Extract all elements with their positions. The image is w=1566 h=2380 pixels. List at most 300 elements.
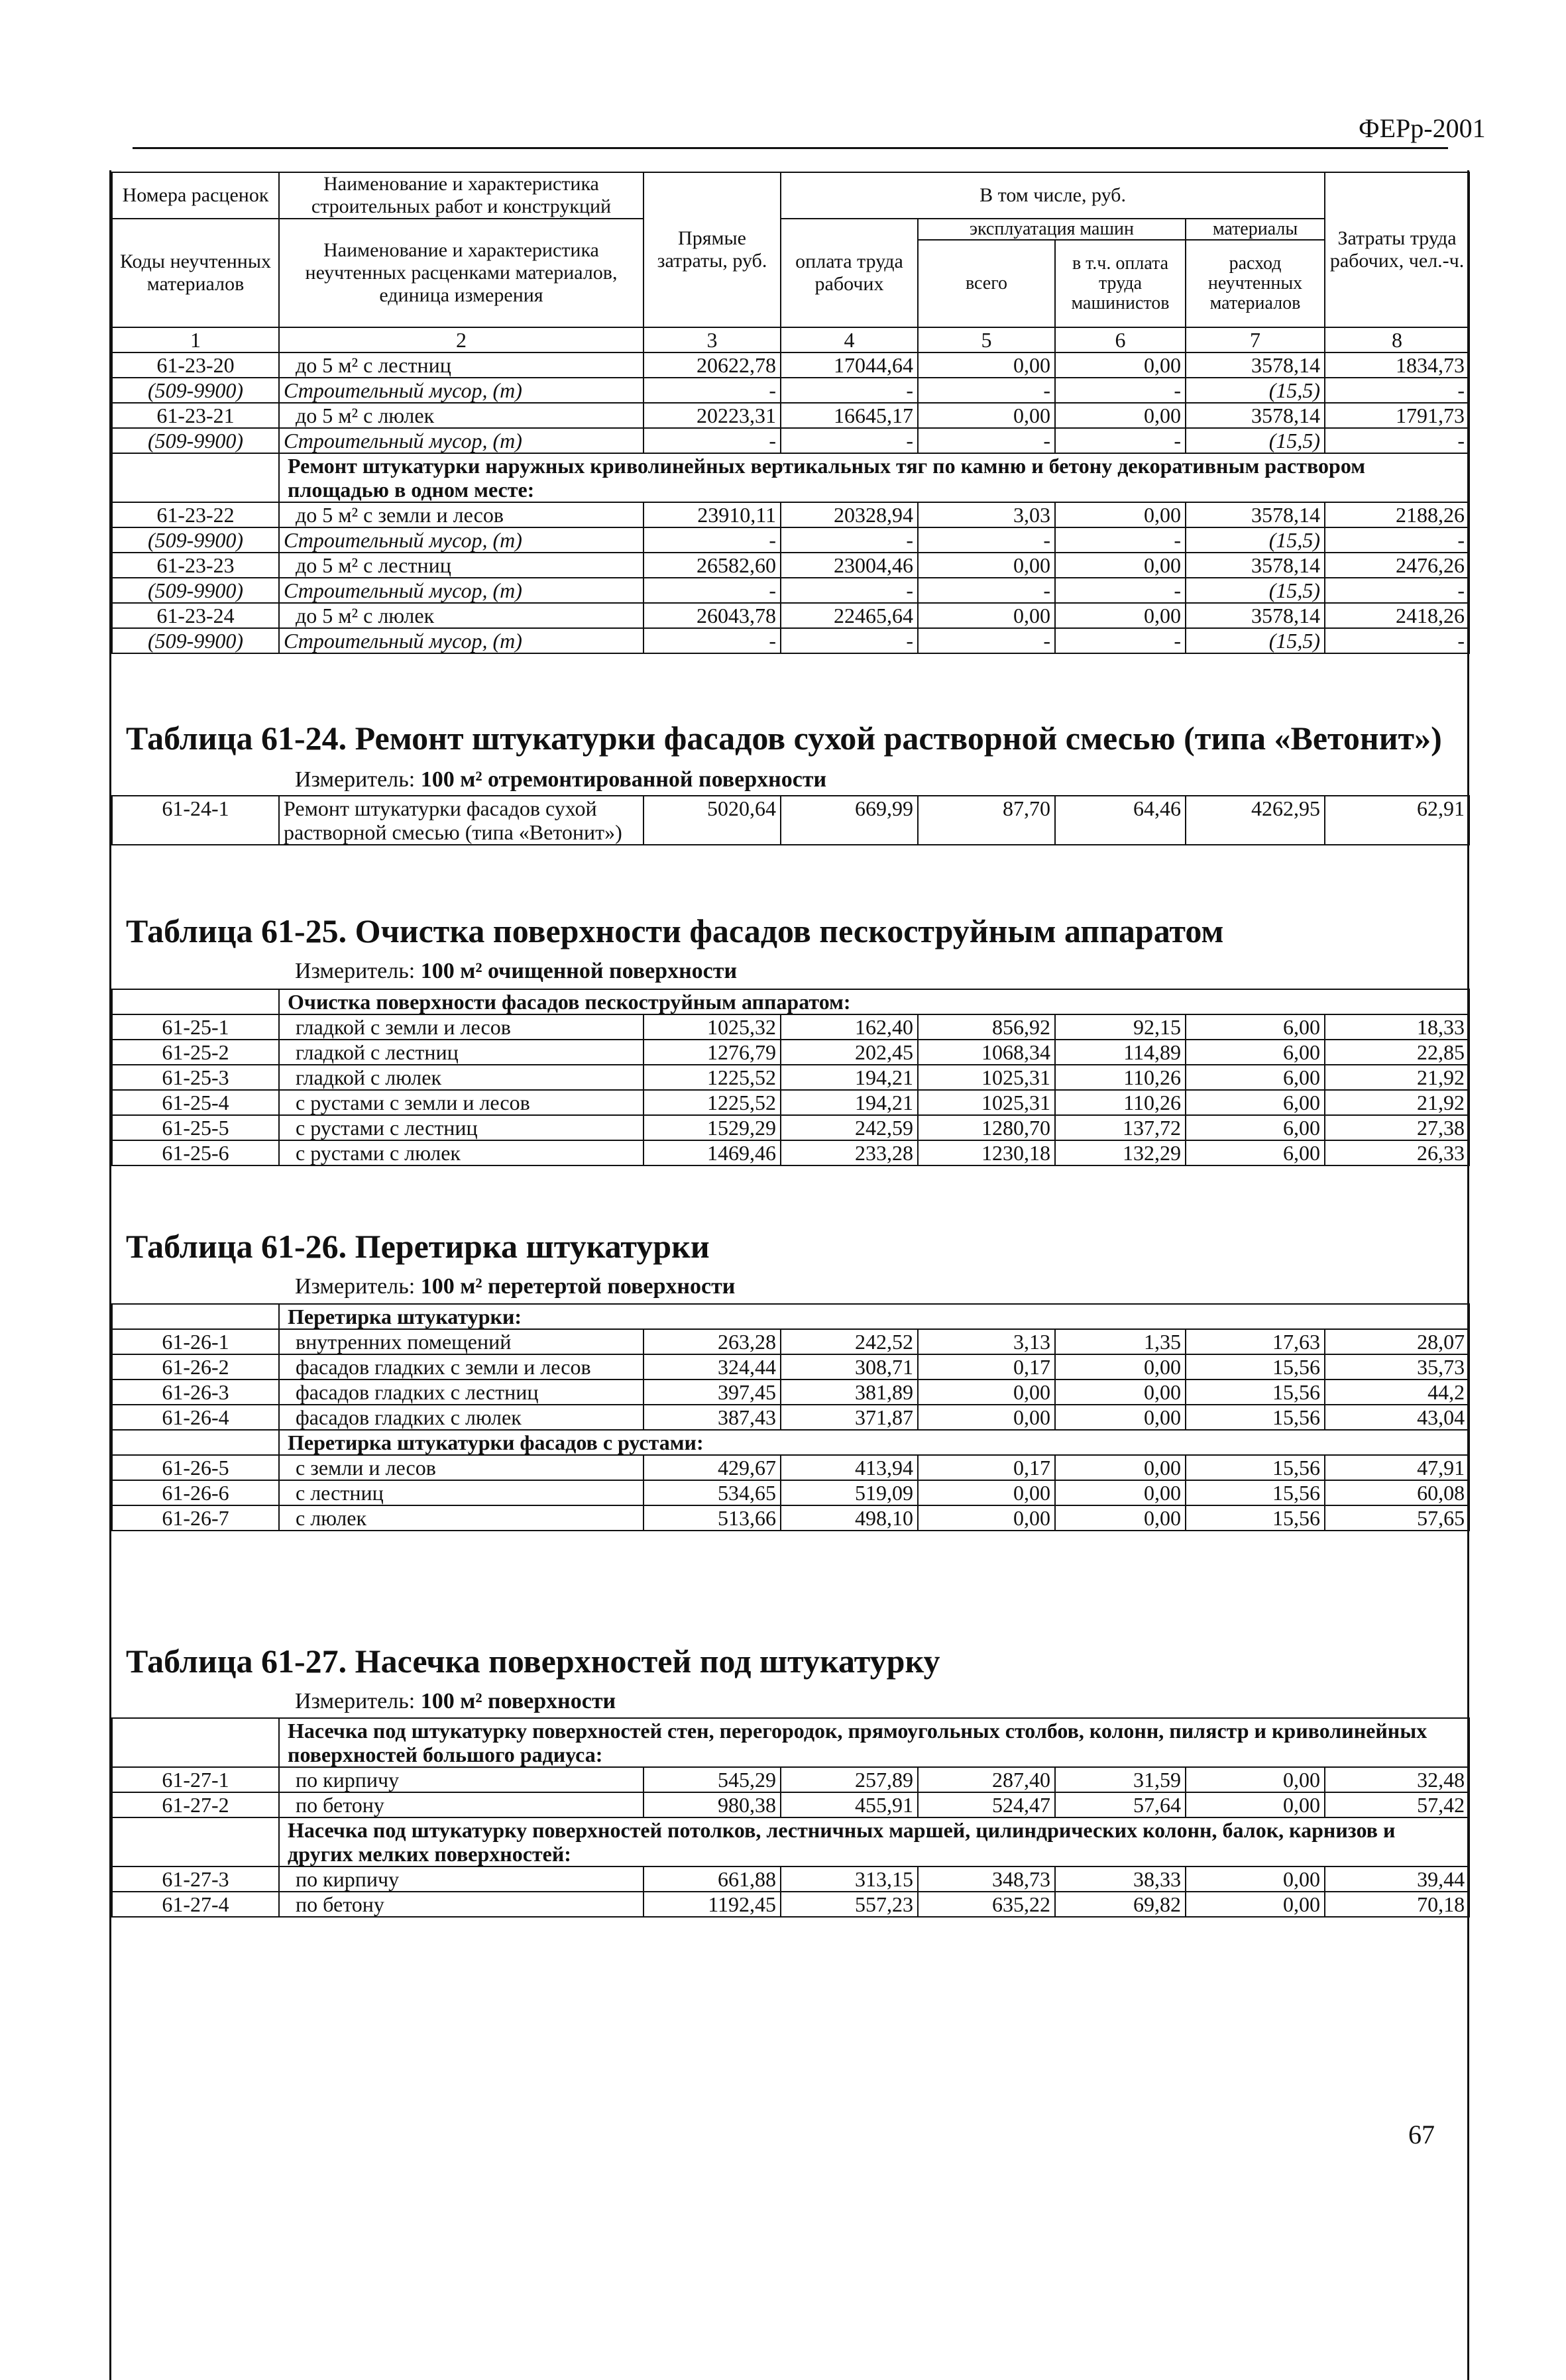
col-number: 7	[1186, 327, 1325, 352]
section-heading: Перетирка штукатурки фасадов с рустами:	[279, 1430, 1469, 1455]
cell-value: -	[1055, 527, 1186, 553]
direct-cost: 534,65	[643, 1480, 781, 1505]
rate-name: по кирпичу	[279, 1767, 643, 1792]
machines-total: 3,03	[918, 502, 1055, 527]
machinists-pay: 69,82	[1055, 1892, 1186, 1917]
rate-name: до 5 м² с лестниц	[279, 553, 643, 578]
col-including: В том числе, руб.	[781, 172, 1325, 219]
labor-hours: 21,92	[1325, 1065, 1469, 1090]
cell-value: -	[918, 527, 1055, 553]
cell-value: -	[1325, 628, 1469, 653]
rate-code: 61-26-1	[112, 1329, 279, 1354]
machinists-pay: 0,00	[1055, 1505, 1186, 1531]
direct-cost: 20223,31	[643, 403, 781, 428]
machines-total: 0,00	[918, 1405, 1055, 1430]
table-row	[112, 352, 1469, 378]
labor-pay: 22465,64	[781, 603, 918, 628]
labor-pay: 371,87	[781, 1405, 918, 1430]
machines-total: 524,47	[918, 1792, 1055, 1817]
labor-hours: 2476,26	[1325, 553, 1469, 578]
machinists-pay: 0,00	[1055, 1405, 1186, 1430]
col-materials: материалы	[1186, 219, 1325, 240]
material-name: Строительный мусор, (т)	[279, 527, 643, 553]
col-unaccounted-materials: расход неучтенных материалов	[1186, 240, 1325, 327]
rate-code: 61-26-2	[112, 1354, 279, 1379]
rate-name: с рустами с земли и лесов	[279, 1090, 643, 1115]
materials: 3578,14	[1186, 553, 1325, 578]
rate-code: 61-23-21	[112, 403, 279, 428]
materials: 15,56	[1186, 1455, 1325, 1480]
table-row	[112, 628, 1469, 653]
section-row	[112, 1718, 1469, 1767]
material-name: Строительный мусор, (т)	[279, 578, 643, 603]
materials: 6,00	[1186, 1115, 1325, 1140]
rate-code: 61-23-24	[112, 603, 279, 628]
direct-cost: 980,38	[643, 1792, 781, 1817]
rate-name: с земли и лесов	[279, 1455, 643, 1480]
machines-total: 0,00	[918, 603, 1055, 628]
labor-hours: 60,08	[1325, 1480, 1469, 1505]
labor-pay: 381,89	[781, 1379, 918, 1405]
rate-code: 61-26-3	[112, 1379, 279, 1405]
table-row	[112, 578, 1469, 603]
direct-cost: 20622,78	[643, 352, 781, 378]
rate-code: 61-25-6	[112, 1140, 279, 1165]
material-code: (509-9900)	[112, 428, 279, 453]
materials: 3578,14	[1186, 502, 1325, 527]
section-row	[112, 1430, 1469, 1455]
rate-name: по бетону	[279, 1892, 643, 1917]
direct-cost: 1025,32	[643, 1014, 781, 1040]
section-heading: Ремонт штукатурки наружных криволинейных вертикальных тяг по камню и бетону декоративным раствором площадью в одном месте:	[279, 453, 1469, 502]
machinists-pay: 110,26	[1055, 1065, 1186, 1090]
material-code: (509-9900)	[112, 578, 279, 603]
table-row	[112, 1767, 1469, 1792]
rate-name: с рустами с люлек	[279, 1140, 643, 1165]
material-name: Строительный мусор, (т)	[279, 428, 643, 453]
rate-name: с рустами с лестниц	[279, 1115, 643, 1140]
labor-pay: 669,99	[781, 796, 918, 845]
materials: 17,63	[1186, 1329, 1325, 1354]
labor-pay: 194,21	[781, 1065, 918, 1090]
measure-label: Измеритель:	[295, 959, 416, 983]
table-row	[112, 603, 1469, 628]
header-table	[111, 172, 1470, 654]
col-machines: эксплуатация машин	[918, 219, 1186, 240]
measure-label: Измеритель:	[295, 1274, 416, 1299]
col-number: 4	[781, 327, 918, 352]
cell-value: -	[781, 628, 918, 653]
rate-code: 61-25-3	[112, 1065, 279, 1090]
measure-unit: 100 м² перетертой поверхности	[420, 1274, 736, 1299]
labor-hours: 39,44	[1325, 1866, 1469, 1892]
col-number: 2	[279, 327, 643, 352]
measure-line	[295, 959, 737, 984]
rate-name: до 5 м² с земли и лесов	[279, 502, 643, 527]
cell-value: -	[643, 378, 781, 403]
section-row	[112, 1304, 1469, 1329]
table-row	[112, 1866, 1469, 1892]
labor-hours: 70,18	[1325, 1892, 1469, 1917]
measure-line	[295, 767, 826, 792]
materials: 6,00	[1186, 1040, 1325, 1065]
direct-cost: 661,88	[643, 1866, 781, 1892]
labor-hours: 2188,26	[1325, 502, 1469, 527]
material-code: (509-9900)	[112, 628, 279, 653]
labor-pay: 20328,94	[781, 502, 918, 527]
machinists-pay: 114,89	[1055, 1040, 1186, 1065]
rate-name: Ремонт штукатурки фасадов сухой растворной смесью (типа «Ветонит»)	[279, 796, 643, 845]
rate-name: фасадов гладких с люлек	[279, 1405, 643, 1430]
measure-line	[295, 1689, 616, 1714]
cell-value: -	[781, 428, 918, 453]
cell-value: -	[918, 628, 1055, 653]
section-heading: Насечка под штукатурку поверхностей стен, перегородок, прямоугольных столбов, колонн, пилястр и криволинейных поверхностей большого радиуса:	[279, 1718, 1469, 1767]
machines-total: 1025,31	[918, 1065, 1055, 1090]
table-61-24	[111, 795, 1470, 845]
rate-code: 61-25-2	[112, 1040, 279, 1065]
cell-value: -	[1055, 628, 1186, 653]
cell-value: -	[918, 578, 1055, 603]
rate-code: 61-26-5	[112, 1455, 279, 1480]
direct-cost: 23910,11	[643, 502, 781, 527]
cell-value: (15,5)	[1186, 428, 1325, 453]
labor-pay: 313,15	[781, 1866, 918, 1892]
machines-total: 1068,34	[918, 1040, 1055, 1065]
labor-hours: 44,2	[1325, 1379, 1469, 1405]
labor-pay: 498,10	[781, 1505, 918, 1531]
materials: 15,56	[1186, 1505, 1325, 1531]
machinists-pay: 110,26	[1055, 1090, 1186, 1115]
col-labor-pay: оплата труда рабочих	[781, 219, 918, 327]
machines-total: 0,00	[918, 1480, 1055, 1505]
direct-cost: 1529,29	[643, 1115, 781, 1140]
col-direct-costs: Прямые затраты, руб.	[643, 172, 781, 327]
machines-total: 287,40	[918, 1767, 1055, 1792]
cell-value: -	[1325, 378, 1469, 403]
rate-name: внутренних помещений	[279, 1329, 643, 1354]
table-row	[112, 1892, 1469, 1917]
direct-cost: 5020,64	[643, 796, 781, 845]
rate-name: гладкой с люлек	[279, 1065, 643, 1090]
materials: 3578,14	[1186, 603, 1325, 628]
rate-code: 61-25-5	[112, 1115, 279, 1140]
machinists-pay: 0,00	[1055, 1480, 1186, 1505]
cell-value: (15,5)	[1186, 378, 1325, 403]
labor-hours: 22,85	[1325, 1040, 1469, 1065]
col-machinists-pay: в т.ч. оплата труда машинистов	[1055, 240, 1186, 327]
table-row	[112, 428, 1469, 453]
cell-value: -	[1055, 428, 1186, 453]
machinists-pay: 64,46	[1055, 796, 1186, 845]
materials: 0,00	[1186, 1792, 1325, 1817]
labor-pay: 557,23	[781, 1892, 918, 1917]
labor-hours: 18,33	[1325, 1014, 1469, 1040]
cell-value: -	[643, 578, 781, 603]
rate-code: 61-23-20	[112, 352, 279, 378]
labor-pay: 413,94	[781, 1455, 918, 1480]
table-61-25	[111, 989, 1470, 1166]
cell-value: (15,5)	[1186, 527, 1325, 553]
labor-hours: 21,92	[1325, 1090, 1469, 1115]
rate-code: 61-26-6	[112, 1480, 279, 1505]
rate-name: до 5 м² с люлек	[279, 403, 643, 428]
table-61-26	[111, 1303, 1470, 1531]
table-title: Таблица 61-26. Перетирка штукатурки	[126, 1228, 710, 1265]
rate-code: 61-23-23	[112, 553, 279, 578]
machines-total: 0,00	[918, 403, 1055, 428]
rate-code: 61-27-1	[112, 1767, 279, 1792]
rate-name: фасадов гладких с лестниц	[279, 1379, 643, 1405]
table-row	[112, 1405, 1469, 1430]
machines-total: 1280,70	[918, 1115, 1055, 1140]
direct-cost: 1225,52	[643, 1090, 781, 1115]
machinists-pay: 1,35	[1055, 1329, 1186, 1354]
labor-hours: 27,38	[1325, 1115, 1469, 1140]
labor-hours: 28,07	[1325, 1329, 1469, 1354]
table-row	[112, 1040, 1469, 1065]
labor-pay: 257,89	[781, 1767, 918, 1792]
materials: 15,56	[1186, 1405, 1325, 1430]
labor-hours: 57,65	[1325, 1505, 1469, 1531]
section-heading: Перетирка штукатурки:	[279, 1304, 1469, 1329]
col-code-bottom: Коды неучтенных материалов	[112, 219, 279, 327]
col-name-top: Наименование и характеристика строительных работ и конструкций	[279, 172, 643, 219]
document-code: ФЕРр-2001	[1359, 113, 1486, 143]
machinists-pay: 137,72	[1055, 1115, 1186, 1140]
table-row	[112, 403, 1469, 428]
labor-pay: 162,40	[781, 1014, 918, 1040]
rate-name: с лестниц	[279, 1480, 643, 1505]
table-row	[112, 378, 1469, 403]
materials: 6,00	[1186, 1090, 1325, 1115]
section-row	[112, 1817, 1469, 1866]
cell-value: -	[643, 527, 781, 553]
page-number: 67	[1408, 2120, 1435, 2149]
labor-pay: 308,71	[781, 1354, 918, 1379]
cell-value: -	[781, 578, 918, 603]
measure-unit: 100 м² очищенной поверхности	[420, 959, 738, 983]
machines-total: 3,13	[918, 1329, 1055, 1354]
table-title: Таблица 61-27. Насечка поверхностей под штукатурку	[126, 1643, 940, 1680]
rate-name: гладкой с земли и лесов	[279, 1014, 643, 1040]
labor-hours: 35,73	[1325, 1354, 1469, 1379]
machines-total: 1025,31	[918, 1090, 1055, 1115]
machinists-pay: 0,00	[1055, 1455, 1186, 1480]
cell-value: -	[918, 428, 1055, 453]
machinists-pay: 0,00	[1055, 553, 1186, 578]
materials: 3578,14	[1186, 403, 1325, 428]
materials: 0,00	[1186, 1866, 1325, 1892]
rate-name: до 5 м² с лестниц	[279, 352, 643, 378]
cell-value: (15,5)	[1186, 578, 1325, 603]
table-row	[112, 1090, 1469, 1115]
table-title: Таблица 61-25. Очистка поверхности фасадов пескоструйным аппаратом	[126, 912, 1224, 949]
cell-value: -	[781, 378, 918, 403]
direct-cost: 545,29	[643, 1767, 781, 1792]
machinists-pay: 0,00	[1055, 403, 1186, 428]
table-row	[112, 1065, 1469, 1090]
machines-total: 0,17	[918, 1354, 1055, 1379]
cell-value: -	[1325, 428, 1469, 453]
measure-label: Измеритель:	[295, 767, 416, 792]
table-title: Таблица 61-24. Ремонт штукатурки фасадов сухой растворной смесью (типа «Ветонит»)	[126, 720, 1442, 757]
measure-line	[295, 1274, 735, 1299]
rate-code: 61-27-3	[112, 1866, 279, 1892]
table-row	[112, 502, 1469, 527]
rate-code: 61-26-4	[112, 1405, 279, 1430]
labor-pay: 242,59	[781, 1115, 918, 1140]
cell-value: -	[1055, 378, 1186, 403]
direct-cost: 263,28	[643, 1329, 781, 1354]
rate-code: 61-27-4	[112, 1892, 279, 1917]
machines-total: 635,22	[918, 1892, 1055, 1917]
machinists-pay: 31,59	[1055, 1767, 1186, 1792]
materials: 6,00	[1186, 1140, 1325, 1165]
machinists-pay: 0,00	[1055, 352, 1186, 378]
labor-hours: 2418,26	[1325, 603, 1469, 628]
table-row	[112, 527, 1469, 553]
table-row	[112, 1140, 1469, 1165]
col-number: 1	[112, 327, 279, 352]
col-number: 3	[643, 327, 781, 352]
labor-hours: 1834,73	[1325, 352, 1469, 378]
direct-cost: 324,44	[643, 1354, 781, 1379]
material-name: Строительный мусор, (т)	[279, 378, 643, 403]
rate-code: 61-25-4	[112, 1090, 279, 1115]
machinists-pay: 0,00	[1055, 1354, 1186, 1379]
section-heading: Очистка поверхности фасадов пескоструйным аппаратом:	[279, 989, 1469, 1014]
labor-pay: 242,52	[781, 1329, 918, 1354]
table-61-27	[111, 1717, 1470, 1918]
machines-total: 856,92	[918, 1014, 1055, 1040]
cell-value: -	[781, 527, 918, 553]
labor-pay: 202,45	[781, 1040, 918, 1065]
rate-code: 61-24-1	[112, 796, 279, 845]
labor-hours: 32,48	[1325, 1767, 1469, 1792]
machines-total: 0,17	[918, 1455, 1055, 1480]
section-row	[112, 453, 1469, 502]
col-number: 6	[1055, 327, 1186, 352]
col-code-top: Номера расценок	[112, 172, 279, 219]
cell-value: -	[918, 378, 1055, 403]
machines-total: 87,70	[918, 796, 1055, 845]
machinists-pay: 38,33	[1055, 1866, 1186, 1892]
materials: 6,00	[1186, 1014, 1325, 1040]
material-name: Строительный мусор, (т)	[279, 628, 643, 653]
col-number: 8	[1325, 327, 1469, 352]
table-row	[112, 1115, 1469, 1140]
machinists-pay: 0,00	[1055, 1379, 1186, 1405]
direct-cost: 387,43	[643, 1405, 781, 1430]
col-name-bottom: Наименование и характеристика неучтенных расценками материалов, единица измерения	[279, 219, 643, 327]
materials: 15,56	[1186, 1379, 1325, 1405]
table-row	[112, 1329, 1469, 1354]
machines-total: 0,00	[918, 1379, 1055, 1405]
material-code: (509-9900)	[112, 527, 279, 553]
table-row	[112, 1792, 1469, 1817]
cell-value: -	[1055, 578, 1186, 603]
material-code: (509-9900)	[112, 378, 279, 403]
labor-pay: 16645,17	[781, 403, 918, 428]
rate-code: 61-23-22	[112, 502, 279, 527]
table-row	[112, 1480, 1469, 1505]
machinists-pay: 57,64	[1055, 1792, 1186, 1817]
direct-cost: 26043,78	[643, 603, 781, 628]
cell-value: -	[643, 628, 781, 653]
col-machines-total: всего	[918, 240, 1055, 327]
table-row	[112, 1455, 1469, 1480]
rate-code: 61-25-1	[112, 1014, 279, 1040]
materials: 15,56	[1186, 1354, 1325, 1379]
rate-name: по бетону	[279, 1792, 643, 1817]
rate-name: гладкой с лестниц	[279, 1040, 643, 1065]
measure-label: Измеритель:	[295, 1689, 416, 1713]
table-row	[112, 1014, 1469, 1040]
rate-code: 61-26-7	[112, 1505, 279, 1531]
materials: 15,56	[1186, 1480, 1325, 1505]
direct-cost: 1469,46	[643, 1140, 781, 1165]
measure-unit: 100 м² поверхности	[420, 1689, 616, 1713]
machinists-pay: 0,00	[1055, 603, 1186, 628]
machinists-pay: 132,29	[1055, 1140, 1186, 1165]
labor-pay: 23004,46	[781, 553, 918, 578]
machinists-pay: 0,00	[1055, 502, 1186, 527]
machines-total: 0,00	[918, 553, 1055, 578]
header-rule	[133, 147, 1448, 149]
materials: 6,00	[1186, 1065, 1325, 1090]
cell-value: -	[643, 428, 781, 453]
materials: 3578,14	[1186, 352, 1325, 378]
machines-total: 1230,18	[918, 1140, 1055, 1165]
direct-cost: 397,45	[643, 1379, 781, 1405]
labor-pay: 233,28	[781, 1140, 918, 1165]
cell-value: -	[1325, 527, 1469, 553]
labor-pay: 194,21	[781, 1090, 918, 1115]
col-number: 5	[918, 327, 1055, 352]
labor-hours: 43,04	[1325, 1405, 1469, 1430]
labor-hours: 62,91	[1325, 796, 1469, 845]
table-row	[112, 1505, 1469, 1531]
section-heading: Насечка под штукатурку поверхностей потолков, лестничных маршей, цилиндрических колонн, балок, карнизов и других мелких поверхностей:	[279, 1817, 1469, 1866]
table-row	[112, 1379, 1469, 1405]
table-row	[112, 553, 1469, 578]
rate-code: 61-27-2	[112, 1792, 279, 1817]
labor-hours: 57,42	[1325, 1792, 1469, 1817]
rate-name: по кирпичу	[279, 1866, 643, 1892]
col-labor-hours: Затраты труда рабочих, чел.-ч.	[1325, 172, 1469, 327]
rate-name: с люлек	[279, 1505, 643, 1531]
cell-value: -	[1325, 578, 1469, 603]
labor-hours: 26,33	[1325, 1140, 1469, 1165]
direct-cost: 1192,45	[643, 1892, 781, 1917]
labor-pay: 455,91	[781, 1792, 918, 1817]
direct-cost: 429,67	[643, 1455, 781, 1480]
materials: 0,00	[1186, 1892, 1325, 1917]
labor-hours: 1791,73	[1325, 403, 1469, 428]
table-row	[112, 796, 1469, 845]
direct-cost: 1225,52	[643, 1065, 781, 1090]
labor-hours: 47,91	[1325, 1455, 1469, 1480]
direct-cost: 1276,79	[643, 1040, 781, 1065]
machinists-pay: 92,15	[1055, 1014, 1186, 1040]
machines-total: 0,00	[918, 352, 1055, 378]
labor-pay: 519,09	[781, 1480, 918, 1505]
machines-total: 348,73	[918, 1866, 1055, 1892]
direct-cost: 26582,60	[643, 553, 781, 578]
materials: 4262,95	[1186, 796, 1325, 845]
table-row	[112, 1354, 1469, 1379]
